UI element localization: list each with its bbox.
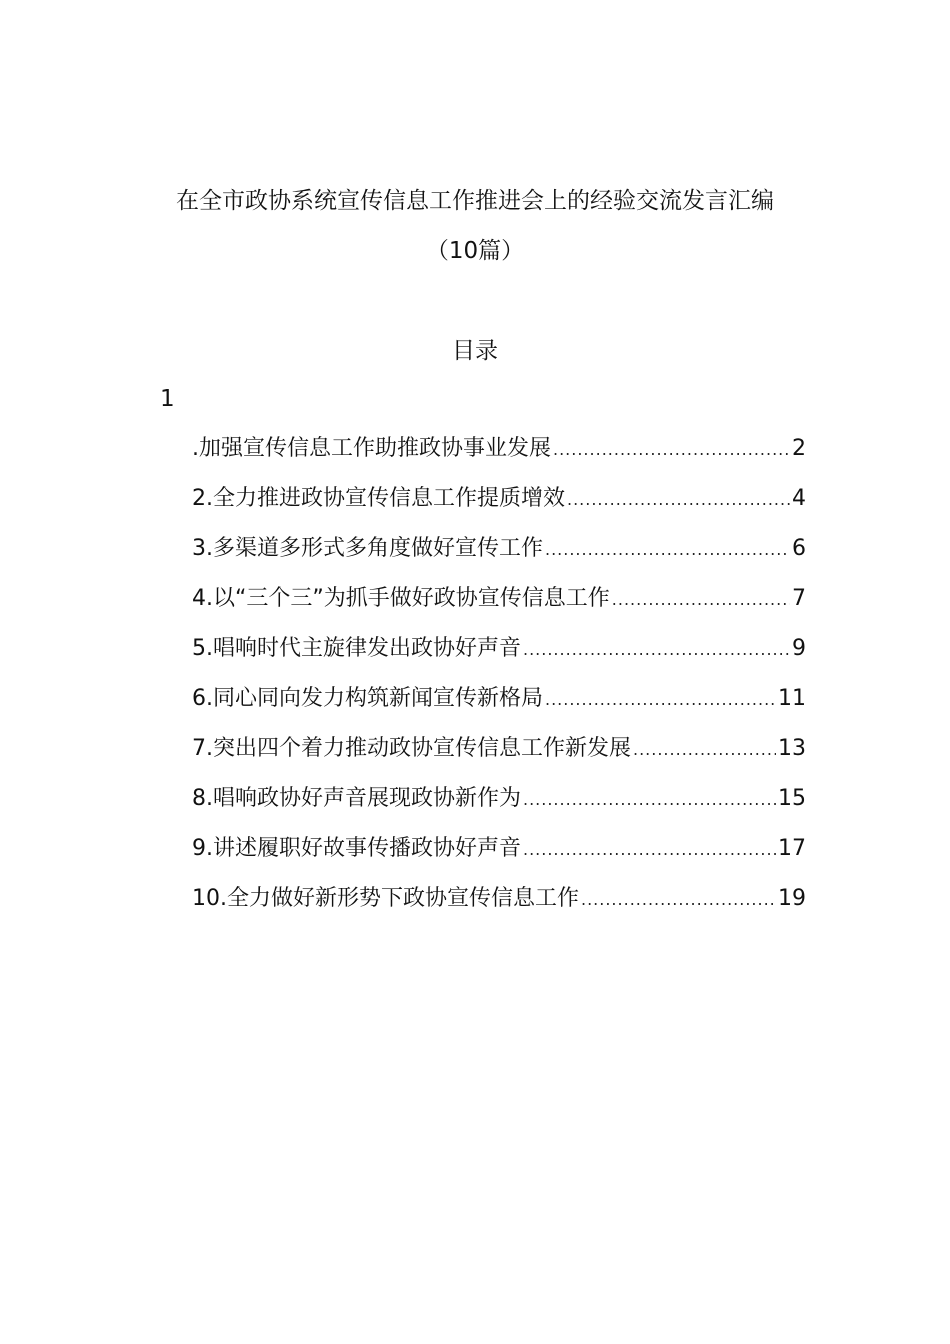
toc-entry-page: 19 [778,886,806,911]
toc-leader-dots [545,535,790,565]
toc-entry-2[interactable] [192,484,806,534]
toc-entry-title: .加强宣传信息工作助推政协事业发展 [192,436,551,461]
toc-entry-title: 9.讲述履职好故事传播政协好声音 [192,836,521,861]
toc-leader-dots [581,885,776,915]
toc-leader-dots [523,835,776,865]
document-subtitle: （10篇） [425,238,525,264]
toc-entry-title: 6.同心同向发力构筑新闻宣传新格局 [192,686,543,711]
toc-leader-dots [553,435,790,465]
toc-entry-8[interactable] [192,784,806,834]
toc-entry-page: 13 [778,736,806,761]
toc-entry-page: 17 [778,836,806,861]
toc-leader-dots [612,585,790,615]
toc-entry-title: 10.全力做好新形势下政协宣传信息工作 [192,886,579,911]
toc-entry-title: 7.突出四个着力推动政协宣传信息工作新发展 [192,736,631,761]
toc-heading: 目录 [452,338,498,364]
section-number: 1 [160,386,175,412]
toc-entry-page: 9 [792,636,806,661]
toc-entry-title: 5.唱响时代主旋律发出政协好声音 [192,636,521,661]
toc-entry-page: 2 [792,436,806,461]
toc-entry-1[interactable] [192,434,806,484]
toc-entry-10[interactable] [192,884,806,934]
toc-entry-page: 6 [792,536,806,561]
toc-entry-title: 3.多渠道多形式多角度做好宣传工作 [192,536,543,561]
toc-entry-title: 8.唱响政协好声音展现政协新作为 [192,786,521,811]
toc-entry-title: 2.全力推进政协宣传信息工作提质增效 [192,486,565,511]
toc-entry-page: 11 [778,686,806,711]
toc-entry-page: 15 [778,786,806,811]
toc-leader-dots [633,735,776,765]
toc-leader-dots [567,485,790,515]
table-of-contents [192,434,806,934]
toc-entry-6[interactable] [192,684,806,734]
toc-entry-4[interactable] [192,584,806,634]
toc-entry-title: 4.以“三个三”为抓手做好政协宣传信息工作 [192,586,610,611]
toc-entry-9[interactable] [192,834,806,884]
document-title: 在全市政协系统宣传信息工作推进会上的经验交流发言汇编 [176,188,774,214]
toc-entry-page: 4 [792,486,806,511]
toc-leader-dots [545,685,776,715]
toc-entry-3[interactable] [192,534,806,584]
toc-entry-7[interactable] [192,734,806,784]
toc-leader-dots [523,635,790,665]
toc-leader-dots [523,785,776,815]
toc-entry-page: 7 [792,586,806,611]
toc-entry-5[interactable] [192,634,806,684]
